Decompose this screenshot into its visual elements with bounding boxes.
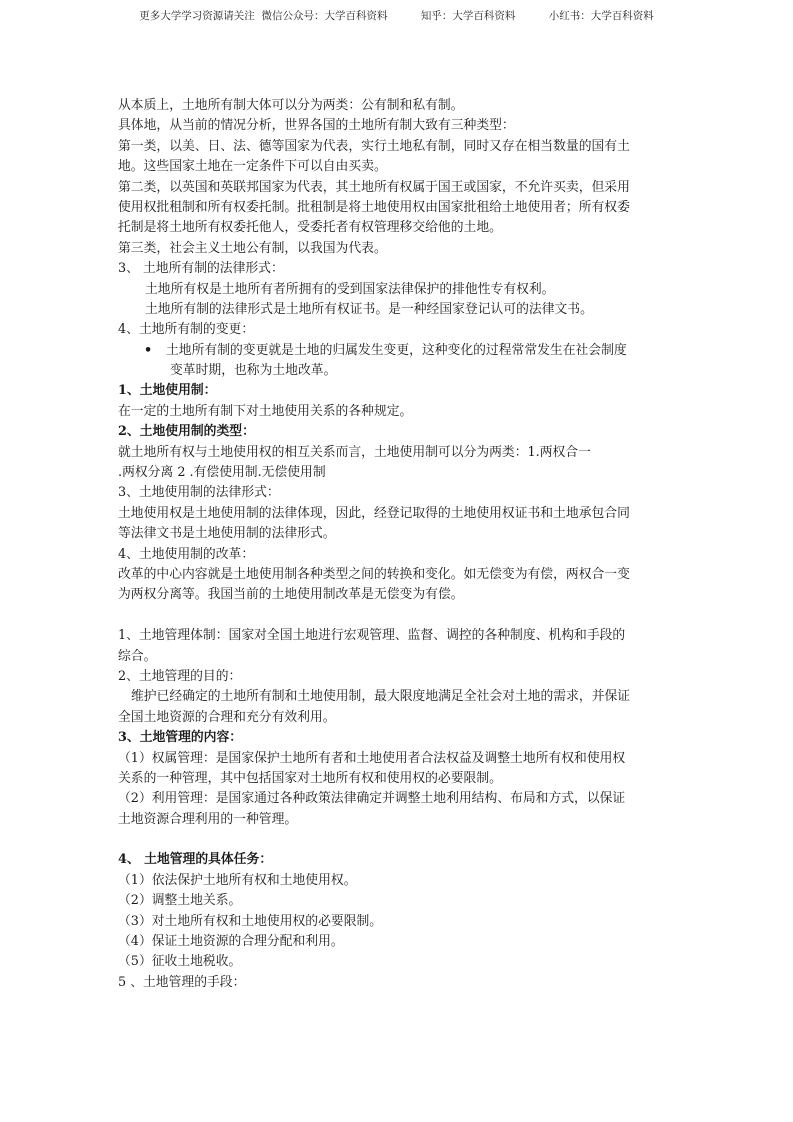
text-line: [118, 218, 680, 238]
text-line: [118, 667, 680, 687]
text-line: [118, 728, 680, 748]
text-line: [118, 198, 680, 218]
text-line: [118, 932, 680, 952]
text-line: [118, 381, 680, 401]
text-line: [118, 239, 680, 259]
text-line: [118, 647, 680, 667]
line-text: 1、土地管理体制：国家对全国土地进行宏观管理、监督、调控的各种制度、机构和手段的: [118, 628, 626, 644]
text-line: [118, 402, 680, 422]
line-text: 托制是将土地所有权委托他人，受委托者有权管理移交给他的土地。: [118, 220, 502, 236]
page-header: 更多大学学习资源请关注 微信公众号：大学百科资料 知乎：大学百科资料 小红书：大学百科资料: [139, 10, 654, 22]
text-line: [118, 361, 680, 381]
text-line: [118, 320, 680, 340]
text-line: [118, 952, 680, 972]
text-line: [118, 850, 680, 870]
line-text: 2、土地使用制的类型：: [118, 424, 255, 440]
text-line: [118, 96, 680, 116]
line-text: 具体地，从当前的情况分析，世界各国的土地所有制大致有三种类型：: [118, 118, 515, 134]
text-line: [118, 483, 680, 503]
line-text: 就土地所有权与土地使用权的相互关系而言，土地使用制可以分为两类：1.两权合一: [118, 444, 591, 460]
line-text: 土地所有权是土地所有者所拥有的受到国家法律保护的排他性专有权利。: [145, 281, 555, 297]
line-text: 综合。: [118, 648, 157, 664]
line-text: 在一定的土地所有制下对土地使用关系的各种规定。: [118, 403, 413, 419]
line-text: 4、土地所有制的变更：: [118, 322, 255, 338]
line-text: 土地所有制的变更就是土地的归属发生变更，这种变化的过程常常发生在社会制度: [166, 342, 627, 358]
line-text: 土地资源合理利用的一种管理。: [118, 811, 298, 827]
line-text: 等法律文书是土地使用制的法律形式。: [118, 526, 336, 542]
text-line: [118, 178, 680, 198]
line-text: 地。这些国家土地在一定条件下可以自由买卖。: [118, 159, 387, 175]
text-line: [118, 280, 680, 300]
text-line: [118, 463, 680, 483]
text-line: [118, 585, 680, 605]
line-text: 2、土地管理的目的：: [118, 668, 242, 684]
text-line: [118, 891, 680, 911]
line-text: 维护已经确定的土地所有制和土地使用制，最大限度地满足全社会对土地的需求，并保证: [131, 689, 631, 705]
text-line: [118, 422, 680, 442]
document-body: [118, 96, 680, 993]
text-line: [118, 137, 680, 157]
blank-line: [118, 830, 680, 850]
line-text: 4、土地使用制的改革：: [118, 546, 255, 562]
text-line: [118, 443, 680, 463]
text-line: [118, 565, 680, 585]
text-line: [118, 871, 680, 891]
line-text: 土地使用权是土地使用制的法律体现，因此，经登记取得的土地使用权证书和土地承包合同: [118, 505, 630, 521]
blank-line: [118, 606, 680, 626]
line-text: 第三类，社会主义土地公有制，以我国为代表。: [118, 240, 387, 256]
bullet-icon: •: [144, 342, 153, 358]
line-text: 变革时期，也称为土地改革。: [170, 363, 337, 379]
line-text: （5）征收土地税收。: [118, 954, 242, 970]
text-line: [118, 973, 680, 993]
line-text: .两权分离 2 .有偿使用制.无偿使用制: [118, 465, 326, 481]
text-line: [118, 912, 680, 932]
text-line: [118, 810, 680, 830]
text-line: [118, 504, 680, 524]
line-text: 5 、土地管理的手段：: [118, 974, 246, 990]
line-text: 改革的中心内容就是土地使用制各种类型之间的转换和变化。如无偿变为有偿，两权合一变: [118, 566, 630, 582]
text-line: [118, 789, 680, 809]
line-text: 第二类，以英国和英联邦国家为代表，其土地所有权属于国王或国家，不允许买卖，但采用: [118, 179, 630, 195]
text-line: [118, 259, 680, 279]
text-line: [118, 687, 680, 707]
line-text: 从本质上，土地所有制大体可以分为两类：公有制和私有制。: [118, 98, 464, 113]
line-text: 为两权分离等。我国当前的土地使用制改革是无偿变为有偿。: [118, 587, 464, 603]
text-line: [118, 157, 680, 177]
text-line: [118, 749, 680, 769]
text-line: [118, 116, 680, 136]
line-text: 3、 土地所有制的法律形式：: [118, 261, 284, 277]
line-text: （1）依法保护土地所有权和土地使用权。: [118, 872, 357, 888]
text-line: [118, 545, 680, 565]
line-text: 土地所有制的法律形式是土地所有权证书。是一种经国家登记认可的法律文书。: [145, 301, 593, 317]
line-text: 第一类，以美、日、法、德等国家为代表，实行土地私有制，同时又存在相当数量的国有土: [118, 138, 630, 154]
text-line: [118, 300, 680, 320]
line-text: 3、土地管理的内容：: [118, 730, 243, 746]
text-line: [118, 769, 680, 789]
text-line: [118, 341, 680, 361]
line-text: 全国土地资源的合理和充分有效利用。: [118, 709, 336, 725]
line-text: 4、 土地管理的具体任务：: [118, 852, 273, 868]
line-text: （2）调整土地关系。: [118, 893, 242, 909]
line-text: 3、土地使用制的法律形式：: [118, 485, 280, 501]
line-text: （4）保证土地资源的合理分配和利用。: [118, 934, 344, 950]
line-text: 使用权批租制和所有权委托制。批租制是将土地使用权由国家批租给土地使用者；所有权委: [118, 199, 630, 215]
line-text: 关系的一种管理，其中包括国家对土地所有权和使用权的必要限制。: [118, 770, 502, 786]
line-text: （3）对土地所有权和土地使用权的必要限制。: [118, 913, 383, 929]
text-line: [118, 708, 680, 728]
text-line: [118, 626, 680, 646]
line-text: （1）权属管理：是国家保护土地所有者和土地使用者合法权益及调整土地所有权和使用权: [118, 750, 626, 766]
line-text: （2）利用管理：是国家通过各种政策法律确定并调整土地利用结构、布局和方式，以保证: [118, 791, 626, 807]
text-line: [118, 524, 680, 544]
line-text: 1、土地使用制：: [118, 383, 217, 399]
